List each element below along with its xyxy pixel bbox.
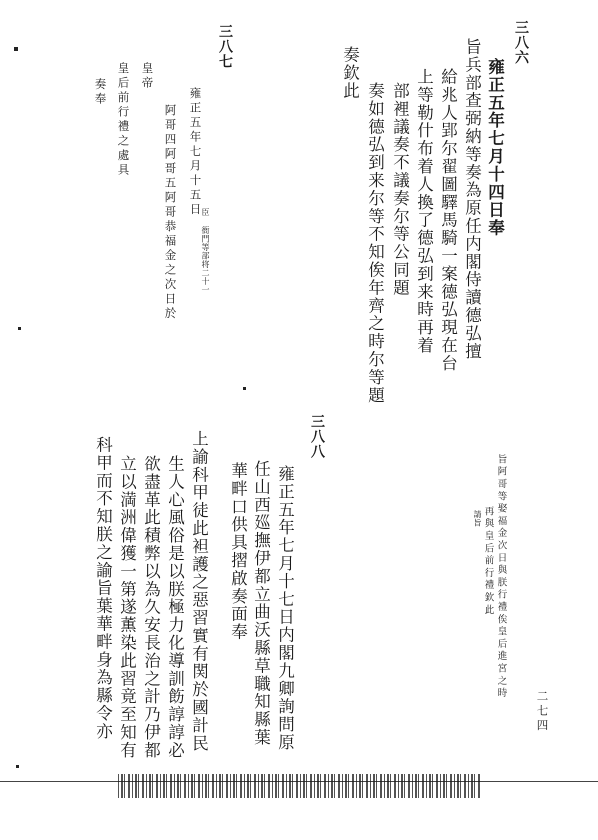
s388-line-3: 華畔口供具摺啟奏面奉 xyxy=(228,462,248,641)
s386-line-3: 給兆人郢尔翟圖驛馬騎一案德弘現在台 xyxy=(438,68,458,373)
bottom-margin xyxy=(0,798,598,840)
scan-barcode-strip xyxy=(118,774,480,798)
s387-line-3: 皇帝 xyxy=(140,62,155,91)
section-number-387: 三八七 xyxy=(217,24,233,69)
s386-line-1: 雍正五年七月十四日奉 xyxy=(485,58,505,237)
s388-line-4: 上諭科甲徒此袒護之惡習實有関於國計民 xyxy=(189,430,209,753)
s387-line-2: 阿哥四阿哥五阿哥恭福金之次日於 xyxy=(163,104,178,322)
s388-line-1: 雍正五年七月十七日内閣九卿詢問原 xyxy=(275,465,295,752)
section-number-388: 三八八 xyxy=(309,414,325,459)
s388-note-line-2: 再與皇后前行禮欽此 xyxy=(482,506,494,617)
s388-marginal-annotation: 請旨 xyxy=(473,510,482,527)
s386-line-6: 奏如德弘到来尔等不知俟年齊之時尔等題 xyxy=(365,82,385,405)
scan-edge-mark xyxy=(14,47,18,51)
page-number: 二七四 xyxy=(535,690,550,734)
s386-line-4: 上等勒什布着人換了德弘到来時再着 xyxy=(414,68,434,355)
section-number-386: 三八六 xyxy=(513,20,529,65)
s387-line-4: 皇后前行禮之處具 xyxy=(116,62,131,178)
s386-line-7: 奏欽此 xyxy=(340,46,360,100)
scan-edge-mark xyxy=(18,327,21,330)
scan-edge-mark xyxy=(243,387,246,390)
s386-line-5: 部裡議奏不議奏尔等公同題 xyxy=(390,82,410,297)
scan-edge-mark xyxy=(16,765,19,768)
s386-line-2: 旨兵部查弼納等奏為原任内閣侍讀德弘擅 xyxy=(462,38,482,361)
s388-line-7: 立以満洲偉獲一第遂薫染此習竟至知有 xyxy=(117,455,137,760)
s387-line-5: 奏奉 xyxy=(93,78,108,107)
s388-line-2: 任山西廵撫伊都立曲沃縣草職知縣葉 xyxy=(251,460,271,747)
s387-annotation: 臣 衙門等部将二十一 xyxy=(201,208,210,294)
s387-line-1: 雍正五年七月十五日 xyxy=(188,87,203,218)
s388-line-8: 科甲而不知朕之諭旨葉華畔身為縣令亦 xyxy=(93,436,113,741)
s388-line-5: 生人心風俗是以朕極力化導訓飭諄諄必 xyxy=(165,455,185,760)
s388-note-line-1: 旨阿哥等娶福金次日與朕行禮俟皇后進宮之時 xyxy=(495,454,507,700)
s388-line-6: 欲盡革此積弊以為久安長治之計乃伊都 xyxy=(141,455,161,760)
